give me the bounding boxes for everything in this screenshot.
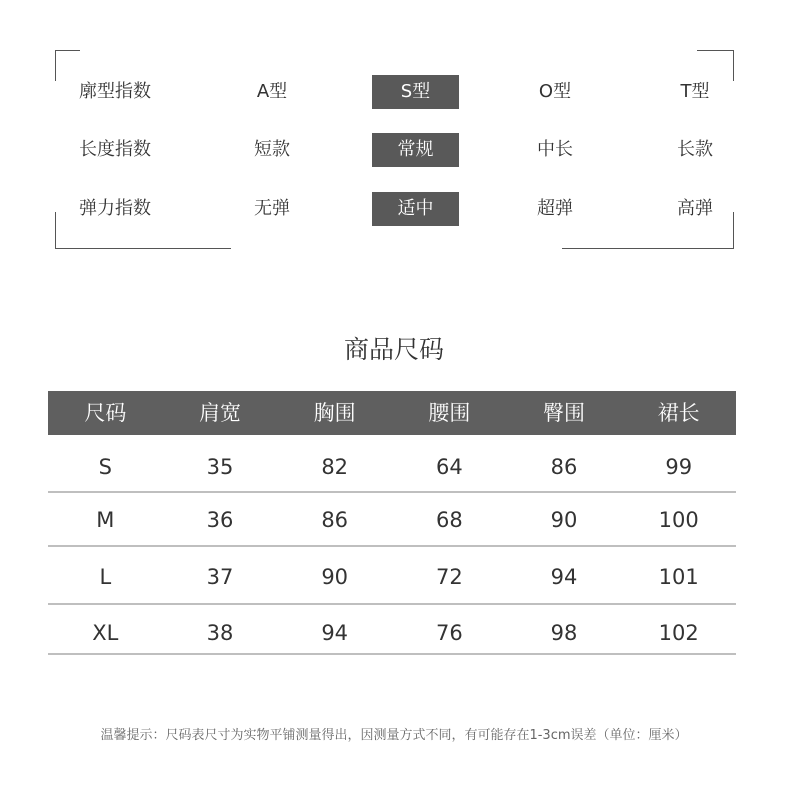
table-cell: 36 bbox=[206, 508, 234, 532]
size-table-title: 商品尺码 bbox=[343, 335, 444, 364]
attribute-option: T型 bbox=[680, 81, 710, 102]
attribute-option: 中长 bbox=[537, 139, 573, 160]
header-cell: 尺码 bbox=[84, 401, 127, 425]
size-table bbox=[48, 391, 736, 655]
table-cell: 86 bbox=[550, 455, 578, 479]
table-row bbox=[48, 547, 736, 605]
table-cell: 102 bbox=[658, 621, 699, 645]
table-cell: XL bbox=[92, 621, 119, 645]
attribute-label: 廓型指数 bbox=[79, 81, 151, 102]
table-cell: 37 bbox=[206, 565, 234, 589]
table-row bbox=[48, 493, 736, 547]
table-cell: 101 bbox=[658, 565, 699, 589]
table-cell: 90 bbox=[550, 508, 578, 532]
size-table-header bbox=[48, 391, 736, 435]
attribute-option: 无弹 bbox=[254, 198, 290, 219]
attribute-option: 长款 bbox=[677, 139, 713, 160]
attribute-option-selected: 常规 bbox=[372, 133, 459, 167]
table-cell: S bbox=[98, 455, 112, 479]
header-cell: 腰围 bbox=[428, 401, 471, 425]
attribute-option: O型 bbox=[538, 81, 572, 102]
header-cell: 臀围 bbox=[543, 401, 586, 425]
table-cell: 72 bbox=[435, 565, 463, 589]
attribute-option: 高弹 bbox=[677, 198, 713, 219]
header-cell: 裙长 bbox=[657, 401, 700, 425]
table-cell: 99 bbox=[665, 455, 693, 479]
table-cell: 76 bbox=[435, 621, 463, 645]
attribute-option: A型 bbox=[256, 81, 288, 102]
attribute-option: 超弹 bbox=[537, 198, 573, 219]
attribute-option: 短款 bbox=[254, 139, 290, 160]
attribute-row-length bbox=[0, 133, 788, 167]
table-row bbox=[48, 605, 736, 655]
table-cell: 64 bbox=[435, 455, 463, 479]
table-cell: 94 bbox=[321, 621, 349, 645]
table-cell: 38 bbox=[206, 621, 234, 645]
table-cell: 86 bbox=[321, 508, 349, 532]
attribute-option-selected: 适中 bbox=[372, 192, 459, 226]
attribute-label: 弹力指数 bbox=[79, 198, 151, 219]
attribute-row-silhouette bbox=[0, 75, 788, 109]
attribute-row-elasticity bbox=[0, 192, 788, 226]
table-row bbox=[48, 435, 736, 493]
table-cell: 98 bbox=[550, 621, 578, 645]
table-cell: 35 bbox=[206, 455, 234, 479]
table-cell: 82 bbox=[321, 455, 349, 479]
attribute-option-selected: S型 bbox=[372, 75, 459, 109]
table-cell: 94 bbox=[550, 565, 578, 589]
measurement-note: 温馨提示：尺码表尺寸为实物平铺测量得出，因测量方式不同，有可能存在1-3cm误差（单位：厘米） bbox=[100, 728, 688, 743]
table-cell: 68 bbox=[435, 508, 463, 532]
header-cell: 肩宽 bbox=[199, 401, 241, 425]
table-cell: 90 bbox=[321, 565, 349, 589]
table-cell: M bbox=[96, 508, 115, 532]
table-cell: 100 bbox=[658, 508, 699, 532]
table-cell: L bbox=[99, 565, 112, 589]
attribute-label: 长度指数 bbox=[79, 139, 151, 160]
header-cell: 胸围 bbox=[313, 401, 356, 425]
